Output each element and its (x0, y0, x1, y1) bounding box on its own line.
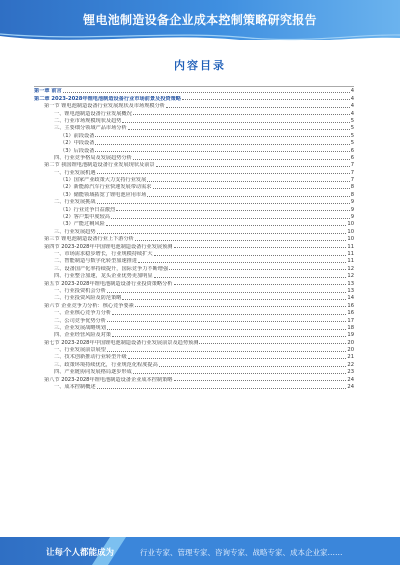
toc-dot-leader (154, 277, 347, 278)
toc-dot-leader (156, 166, 350, 167)
toc-entry-text: 三、行业发展趋势 (54, 228, 96, 235)
toc-entry[interactable] (34, 331, 354, 338)
toc-entry-text: 第二章 2023-2028年锂电池制造设备行业市场前景及投资策略 (34, 95, 181, 102)
toc-entry[interactable] (34, 86, 354, 94)
toc-dot-leader (122, 122, 349, 123)
toc-entry[interactable] (34, 190, 354, 197)
toc-entry-page: 6 (350, 147, 354, 154)
toc-dot-leader (133, 373, 347, 374)
toc-entry-text: 三、主要细分领域产品市场分析 (54, 125, 127, 132)
toc-entry-page: 11 (347, 250, 354, 257)
toc-dot-leader (107, 351, 347, 352)
toc-dot-leader (199, 343, 346, 344)
toc-entry-text: （3）储能领域拓宽了锂电池应用市场 (60, 191, 147, 198)
toc-entry-text: （1）行业竞争日益激烈 (60, 206, 116, 213)
toc-dot-leader (95, 151, 349, 152)
toc-entry-page: 9 (350, 206, 354, 213)
footer-tagline: 行业专家、管理专家、咨询专家、战略专家、成本企业家…… (140, 548, 343, 557)
toc-entry[interactable] (34, 368, 354, 375)
toc-dot-leader (97, 173, 350, 174)
toc-entry[interactable] (34, 353, 354, 360)
header-wave-decoration (0, 32, 400, 46)
toc-entry-page: 5 (350, 125, 354, 132)
toc-entry[interactable] (34, 109, 354, 116)
toc-entry-page: 20 (347, 347, 354, 354)
toc-dot-leader (153, 188, 350, 189)
toc-entry[interactable] (34, 338, 354, 345)
toc-entry[interactable] (34, 176, 354, 183)
toc-entry[interactable] (34, 346, 354, 353)
toc-dot-leader (112, 336, 346, 337)
toc-dot-leader (95, 136, 349, 137)
toc-entry-text: 第八节 2023-2028年锂电池制造设备企业成本控制策略 (44, 376, 173, 383)
toc-dot-leader (147, 196, 349, 197)
toc-entry-text: 三、政策环境持续优化，行业规范化程度提高 (54, 361, 158, 368)
toc-entry-page: 19 (347, 332, 354, 339)
toc-entry[interactable] (34, 301, 354, 308)
toc-entry-page: 11 (347, 258, 354, 265)
toc-dot-leader (135, 306, 347, 307)
page-footer (0, 537, 400, 565)
toc-entry[interactable] (34, 227, 354, 234)
toc-entry-text: 一、锂电池制造设备行业发展概况 (54, 110, 132, 117)
toc-entry-text: （1）国家产业政策大力支持行业发展 (60, 177, 147, 184)
toc-dot-leader (147, 181, 349, 182)
toc-entry[interactable] (34, 168, 354, 175)
toc-entry-page: 4 (350, 110, 354, 117)
toc-dot-leader (97, 203, 350, 204)
toc-entry[interactable] (34, 198, 354, 205)
toc-entry[interactable] (34, 264, 354, 271)
toc-entry[interactable] (34, 250, 354, 257)
toc-dot-leader (111, 218, 350, 219)
toc-entry[interactable] (34, 205, 354, 212)
toc-entry-page: 12 (347, 265, 354, 272)
toc-dot-leader (174, 284, 347, 285)
toc-dot-leader (97, 233, 347, 234)
toc-entry-page: 10 (347, 221, 354, 228)
toc-entry[interactable] (34, 117, 354, 124)
toc-dot-leader (116, 210, 350, 211)
toc-dot-leader (112, 314, 346, 315)
toc-dot-leader (138, 262, 346, 263)
toc-dot-leader (128, 358, 347, 359)
toc-entry-page: 5 (350, 132, 354, 139)
toc-entry[interactable] (34, 324, 354, 331)
toc-entry[interactable] (34, 316, 354, 323)
toc-entry-page: 8 (350, 184, 354, 191)
toc-dot-leader (182, 99, 350, 100)
toc-dot-leader (154, 255, 347, 256)
toc-entry[interactable] (34, 383, 354, 390)
toc-entry[interactable] (34, 220, 354, 227)
toc-dot-leader (107, 329, 347, 330)
toc-entry-page: 16 (347, 310, 354, 317)
footer-slogan: 让每个人都能成为 (46, 548, 115, 558)
toc-entry[interactable] (34, 94, 354, 101)
toc-entry-text: 第一节 锂电池制造设备行业发展现状及市场规模分析 (44, 103, 165, 110)
toc-entry-page: 8 (350, 191, 354, 198)
toc-entry-page: 23 (347, 369, 354, 376)
page-header (0, 0, 400, 40)
toc-entry-text: （2）中段设备 (60, 140, 95, 147)
toc-entry-page: 24 (347, 376, 354, 383)
toc-entry[interactable] (34, 242, 354, 249)
toc-entry-text: 第四节 2023-2028年中国锂电池制造设备行业发展预测 (44, 243, 173, 250)
toc-entry[interactable] (34, 272, 354, 279)
toc-dot-leader (135, 240, 347, 241)
toc-entry-text: 第三节 锂电池制造设备行业上下游分析 (44, 236, 134, 243)
toc-entry-page: 5 (350, 140, 354, 147)
toc-entry[interactable] (34, 161, 354, 168)
toc-entry-text: 二、行业市场规模现状及趋势 (54, 117, 122, 124)
toc-entry-text: 第二节 我国锂电池制造设备行业发展现状及前景 (44, 162, 155, 169)
toc-entry-page: 16 (347, 302, 354, 309)
toc-entry-page: 17 (347, 317, 354, 324)
toc-entry[interactable] (34, 146, 354, 153)
toc-entry-text: 第七节 2023-2028年中国锂电池制造设备行业发展前景及趋势预测 (44, 339, 199, 346)
toc-entry-page: 7 (350, 162, 354, 169)
toc-entry-page: 12 (347, 273, 354, 280)
toc-entry-text: （2）新能源汽车行业快速发展带动需求 (60, 184, 152, 191)
toc-entry[interactable] (34, 102, 354, 109)
toc-entry-text: （1）前段设备 (60, 132, 95, 139)
toc-entry-page: 22 (347, 361, 354, 368)
toc-entry-text: （3）产能过剩风险 (60, 221, 105, 228)
toc-entry-page: 9 (350, 214, 354, 221)
toc-dot-leader (107, 292, 347, 293)
toc-dot-leader (122, 299, 346, 300)
toc-dot-leader (133, 114, 350, 115)
toc-entry-page: 20 (347, 339, 354, 346)
toc-dot-leader (166, 107, 350, 108)
toc-entry[interactable] (34, 183, 354, 190)
toc-entry[interactable] (34, 294, 354, 301)
toc-entry-page: 21 (347, 354, 354, 361)
toc-entry-page: 4 (350, 95, 354, 102)
toc-entry-page: 13 (347, 287, 354, 294)
toc-entry[interactable] (34, 309, 354, 316)
toc-entry[interactable] (34, 257, 354, 264)
toc-dot-leader (174, 247, 347, 248)
toc-entry[interactable] (34, 131, 354, 138)
toc-entry-text: 一、行业发展前景展望 (54, 347, 106, 354)
toc-dot-leader (97, 388, 347, 389)
toc-entry-page: 10 (347, 236, 354, 243)
toc-dot-leader (159, 366, 347, 367)
toc-entry-text: 四、企业经营风险及对策 (54, 332, 112, 339)
toc-entry-text: 二、行业投资风险及防范策略 (54, 295, 122, 302)
toc-entry-text: 四、产业链协同发展格局逐步形成 (54, 369, 132, 376)
toc-entry-text: （3）后段设备 (60, 147, 95, 154)
toc-dot-leader (106, 225, 347, 226)
toc-entry-page: 4 (350, 103, 354, 110)
toc-entry-text: （2）客户集中度较高 (60, 214, 110, 221)
toc-dot-leader (128, 129, 350, 130)
toc-entry-page: 5 (350, 117, 354, 124)
toc-entry[interactable] (34, 279, 354, 286)
toc-entry[interactable] (34, 213, 354, 220)
toc-entry-page: 11 (347, 243, 354, 250)
toc-entry-text: 四、行业整合加速，龙头企业优势更加明显 (54, 273, 153, 280)
toc-entry[interactable] (34, 235, 354, 242)
report-title: 锂电池制造设备企业成本控制策略研究报告 (83, 13, 317, 27)
toc-entry-text: 二、公司竞争优势分析 (54, 317, 106, 324)
toc-entry-text: 二、智能制造与数字化转型加速推进 (54, 258, 138, 265)
toc-entry-text: 二、行业发展挑战 (54, 199, 96, 206)
toc-dot-leader (169, 269, 346, 270)
toc-entry-text: 二、技术创新推动行业转型升级 (54, 354, 127, 361)
toc-dot-leader (107, 321, 347, 322)
toc-entry[interactable] (34, 124, 354, 131)
toc-entry-page: 6 (350, 154, 354, 161)
toc-entry-text: 第一章 前言 (34, 88, 62, 95)
toc-entry[interactable] (34, 287, 354, 294)
toc-entry[interactable] (34, 375, 354, 382)
toc-title: 内容目录 (174, 59, 226, 72)
toc-dot-leader (174, 380, 347, 381)
toc-entry-text: 一、市场需求稳步增长，行业规模持续扩大 (54, 250, 153, 257)
toc-entry[interactable] (34, 139, 354, 146)
table-of-contents (34, 86, 354, 390)
toc-entry-page: 7 (350, 177, 354, 184)
toc-entry-page: 4 (350, 88, 354, 95)
toc-entry-text: 三、设备国产化率持续提升，国际竞争力不断增强 (54, 265, 169, 272)
toc-entry-page: 14 (347, 295, 354, 302)
toc-entry-text: 第六节 企业竞争力分析：核心竞争要素 (44, 302, 134, 309)
toc-entry-page: 9 (350, 199, 354, 206)
toc-dot-leader (133, 159, 350, 160)
toc-entry-page: 24 (347, 384, 354, 391)
toc-entry[interactable] (34, 154, 354, 161)
toc-entry-text: 第五节 2023-2028年锂电池制造设备行业投资策略分析 (44, 280, 173, 287)
toc-entry-text: 一、行业发展机遇 (54, 169, 96, 176)
toc-entry-page: 13 (347, 280, 354, 287)
toc-entry-page: 7 (350, 169, 354, 176)
toc-entry-text: 一、行业投资机会分析 (54, 287, 106, 294)
toc-entry[interactable] (34, 360, 354, 367)
toc-entry-page: 18 (347, 324, 354, 331)
toc-entry-text: 四、行业竞争格局及发展趋势分析 (54, 154, 132, 161)
toc-entry-page: 10 (347, 228, 354, 235)
toc-dot-leader (63, 92, 350, 93)
toc-entry-text: 一、企业核心竞争力分析 (54, 310, 112, 317)
toc-entry-text: 三、企业发展战略规划 (54, 324, 106, 331)
toc-entry-text: 一、成本控制概述 (54, 384, 96, 391)
toc-dot-leader (95, 144, 349, 145)
